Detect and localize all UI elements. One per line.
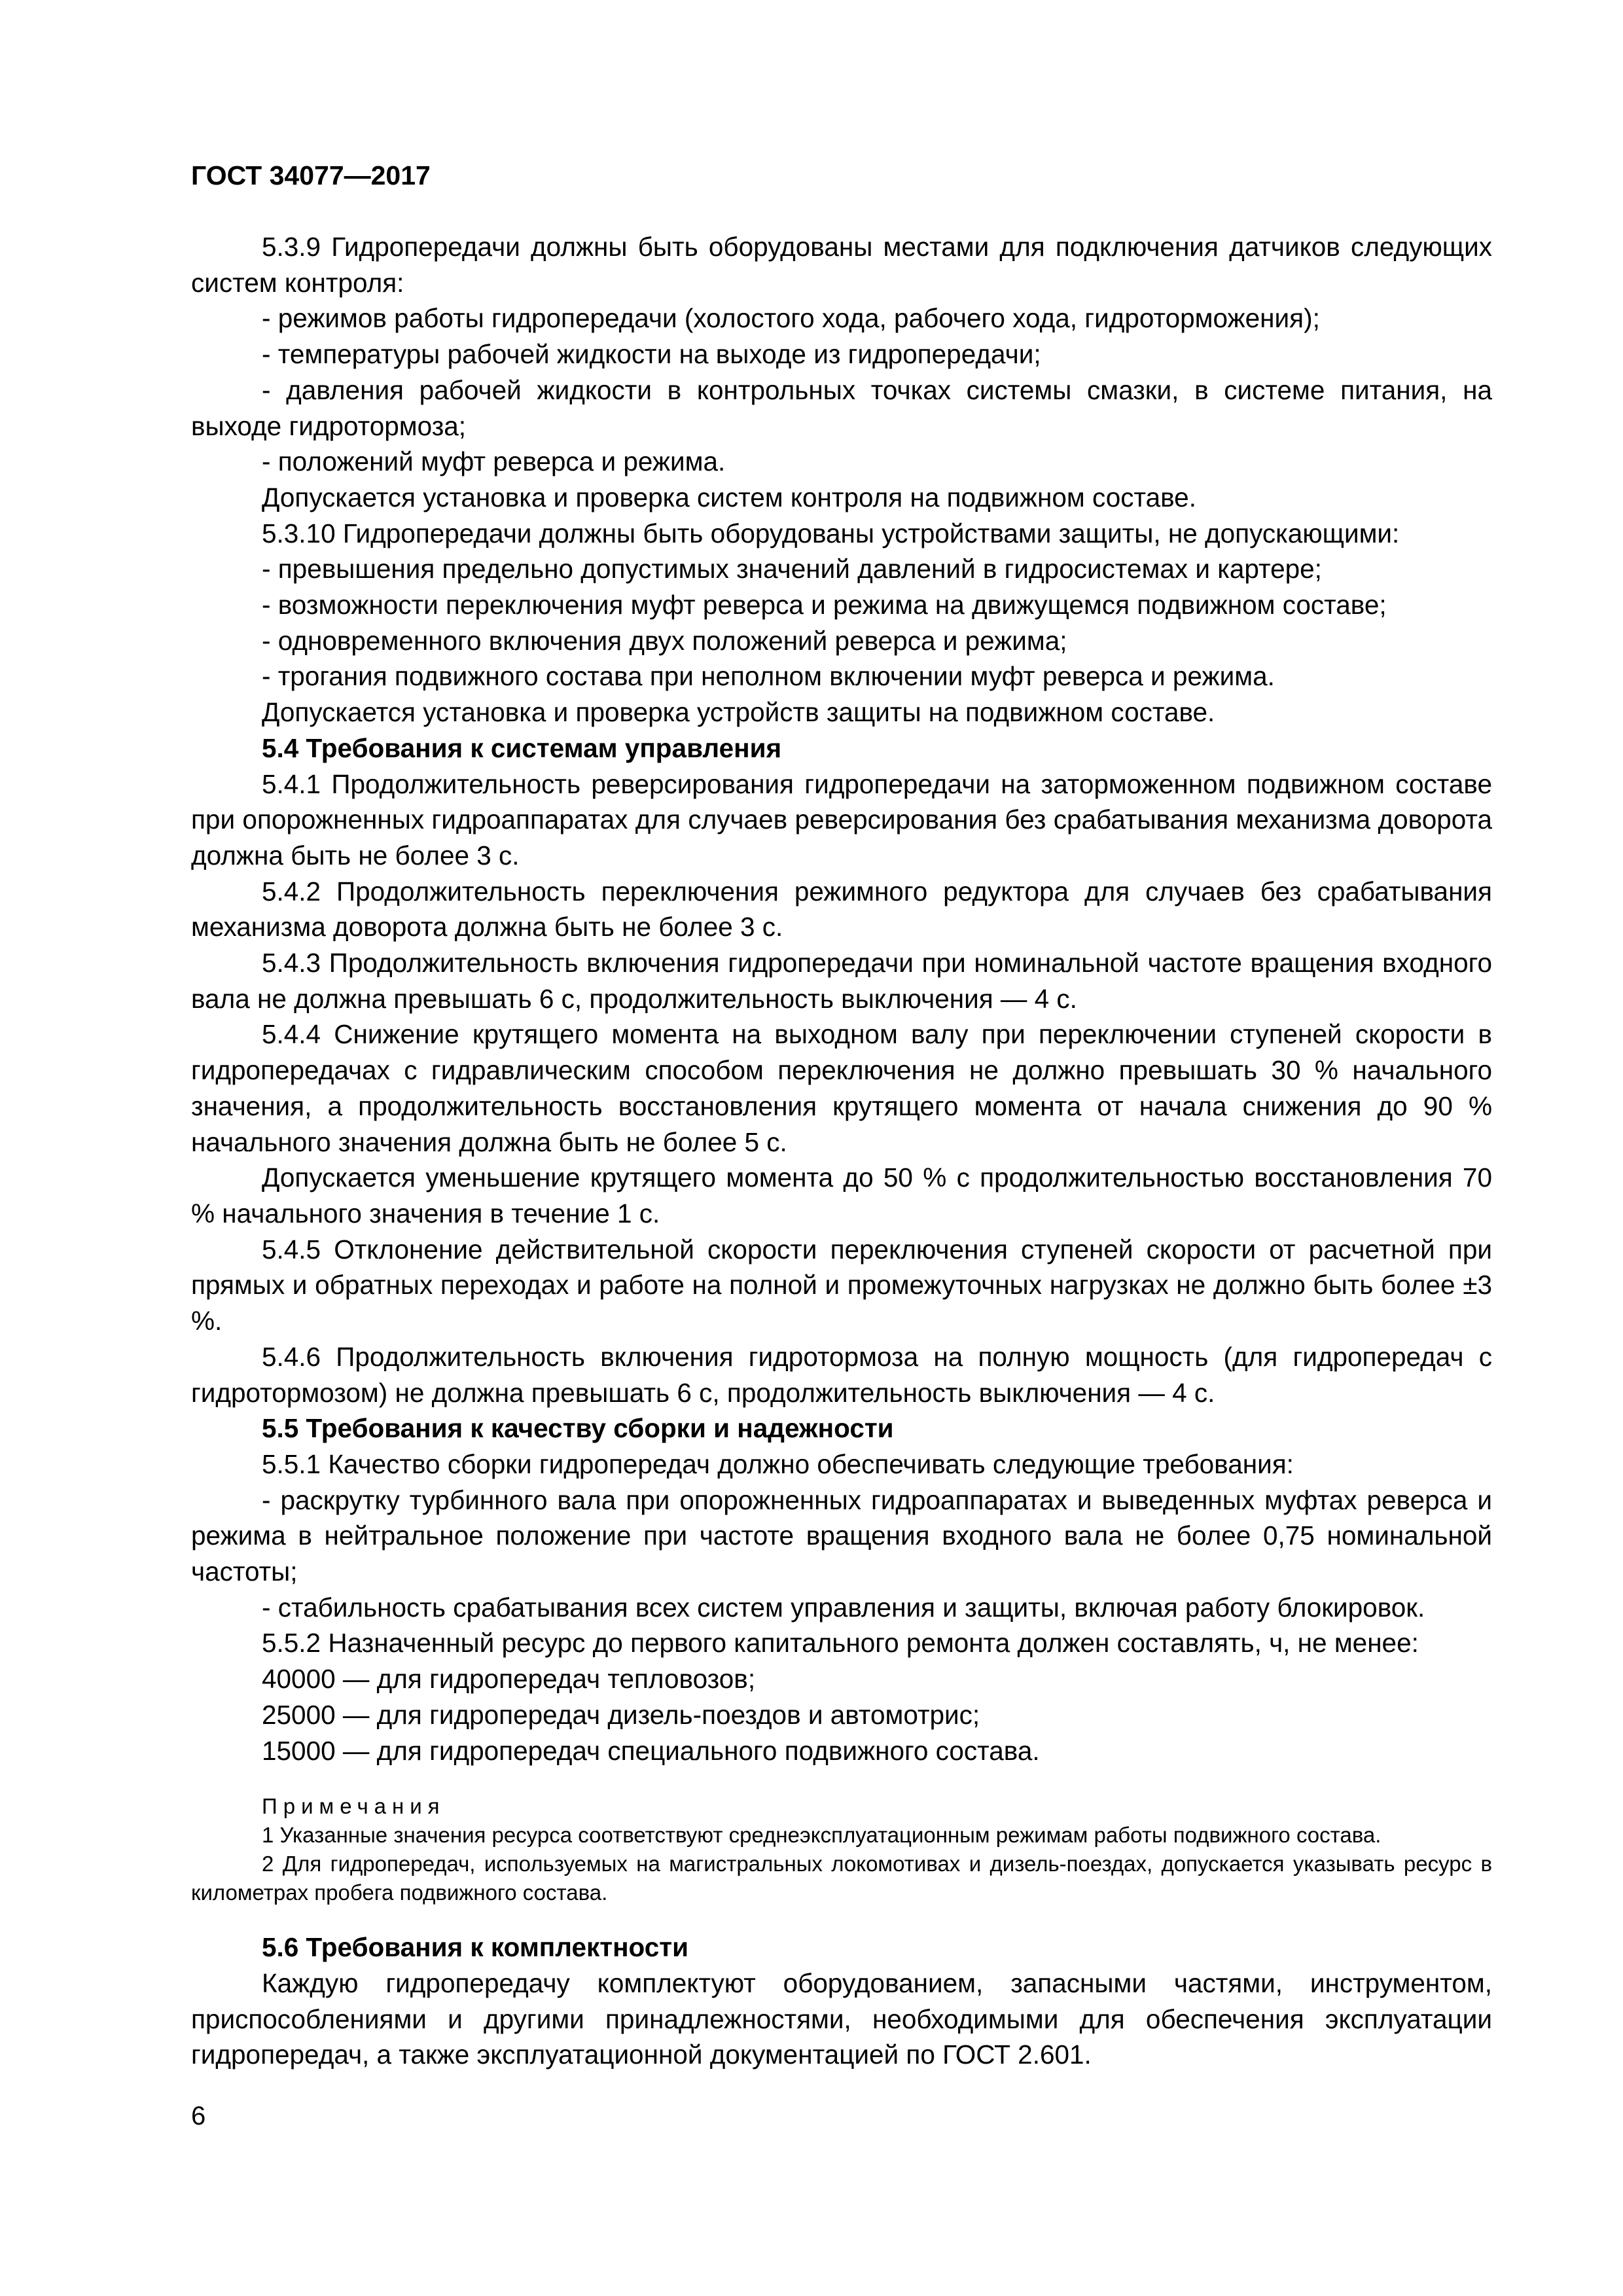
document-header: ГОСТ 34077—2017 <box>191 160 431 190</box>
clause-5-3-9-note: Допускается установка и проверка систем контроля на подвижном составе. <box>262 482 1196 512</box>
clause-5-4-5: 5.4.5 Отклонение действительной скорости переключения ступеней скорости от расчетной при прямых и обратных переходах и работе на полной и промежуточных нагрузках не должно быть более ±3 %. <box>191 1234 1492 1336</box>
notes-title: Примечания <box>262 1794 446 1819</box>
clause-5-4-6: 5.4.6 Продолжительность включения гидротормоза на полную мощность (для гидропередач с гидротормозом) не должна превышать 6 с, продолжительность выключения — 4 с. <box>191 1341 1492 1408</box>
page-number: 6 <box>191 2102 206 2130</box>
clause-5-3-9: 5.3.9 Гидропередачи должны быть оборудованы местами для подключения датчиков следующих систем контроля: <box>191 232 1492 298</box>
list-item: - одновременного включения двух положений реверса и режима; <box>262 625 1067 656</box>
list-item: - трогания подвижного состава при неполном включении муфт реверса и режима. <box>262 661 1275 692</box>
clause-5-3-10-note: Допускается установка и проверка устройств защиты на подвижном составе. <box>262 697 1215 728</box>
clause-5-3-10: 5.3.10 Гидропередачи должны быть оборудованы устройствами защиты, не допускающими: <box>262 518 1400 548</box>
list-item: - превышения предельно допустимых значений давлений в гидросистемах и картере; <box>262 554 1322 584</box>
clause-5-4-3: 5.4.3 Продолжительность включения гидропередачи при номинальной частоте вращения входного вала не должна превышать 6 с, продолжительность выключения — 4 с. <box>191 948 1492 1014</box>
clause-5-4-2: 5.4.2 Продолжительность переключения режимного редуктора для случаев без срабатывания механизма доворота должна быть не более 3 с. <box>191 876 1492 942</box>
notes-block <box>191 1792 1492 1907</box>
clause-5-4-4: 5.4.4 Снижение крутящего момента на выходном валу при переключении ступеней скорости в гидропередачах с гидравлическим способом переключения не должно превышать 30 % начального значения, а продолжительность восстановления крутящего момента от начала снижения до 90 % начального значения должна быть не более 5 с. <box>191 1019 1492 1157</box>
list-item: - раскрутку турбинного вала при опорожненных гидроаппаратах и выведенных муфтах реверса и режима в нейтральное положение при частоте вращения входного вала не более 0,75 номинальной частоты; <box>191 1484 1492 1587</box>
document-body <box>191 229 1492 2073</box>
clause-5-5-1: 5.5.1 Качество сборки гидропередач должно обеспечивать следующие требования: <box>262 1448 1294 1479</box>
section-heading-5-6: 5.6 Требования к комплектности <box>262 1932 688 1963</box>
spacer <box>191 1907 1492 1929</box>
list-item: - возможности переключения муфт реверса и режима на движущемся подвижном составе; <box>262 590 1387 620</box>
note-item: 1 Указанные значения ресурса соответствуют среднеэксплуатационным режимам работы подвижного состава. <box>262 1823 1382 1848</box>
list-item: - температуры рабочей жидкости на выходе из гидропередачи; <box>262 339 1041 370</box>
note-item: 2 Для гидропередач, используемых на магистральных локомотивах и дизель-поездах, допускается указывать ресурс в километрах пробега подвижного состава. <box>191 1852 1492 1905</box>
clause-5-4-4-note: Допускается уменьшение крутящего момента до 50 % с продолжительностью восстановления 70 % начального значения в течение 1 с. <box>191 1162 1492 1229</box>
list-item: - давления рабочей жидкости в контрольных точках системы смазки, в системе питания, на выходе гидротормоза; <box>191 374 1492 441</box>
list-item: 25000 — для гидропередач дизель-поездов и автомотрис; <box>262 1699 980 1730</box>
list-item: - положений муфт реверса и режима. <box>262 446 726 477</box>
list-item: 15000 — для гидропередач специального подвижного состава. <box>262 1735 1040 1766</box>
clause-5-4-1: 5.4.1 Продолжительность реверсирования гидропередачи на заторможенном подвижном составе при опорожненных гидроаппаратах для случаев реверсирования без срабатывания механизма доворота должна быть не более 3 с. <box>191 768 1492 870</box>
list-item: - стабильность срабатывания всех систем управления и защиты, включая работу блокировок. <box>262 1592 1425 1623</box>
clause-5-5-2: 5.5.2 Назначенный ресурс до первого капитального ремонта должен составлять, ч, не менее: <box>262 1628 1419 1659</box>
section-heading-5-5: 5.5 Требования к качеству сборки и надежности <box>262 1413 894 1444</box>
list-item: - режимов работы гидропередачи (холостого хода, рабочего хода, гидроторможения); <box>262 303 1320 334</box>
section-heading-5-4: 5.4 Требования к системам управления <box>262 732 782 763</box>
clause-5-6: Каждую гидропередачу комплектуют оборудованием, запасными частями, инструментом, приспособлениями и другими принадлежностями, необходимыми для обеспечения эксплуатации гидропередач, а также эксплуатационной документацией по ГОСТ 2.601. <box>191 1967 1492 2070</box>
spacer <box>191 1768 1492 1792</box>
list-item: 40000 — для гидропередач тепловозов; <box>262 1664 756 1695</box>
